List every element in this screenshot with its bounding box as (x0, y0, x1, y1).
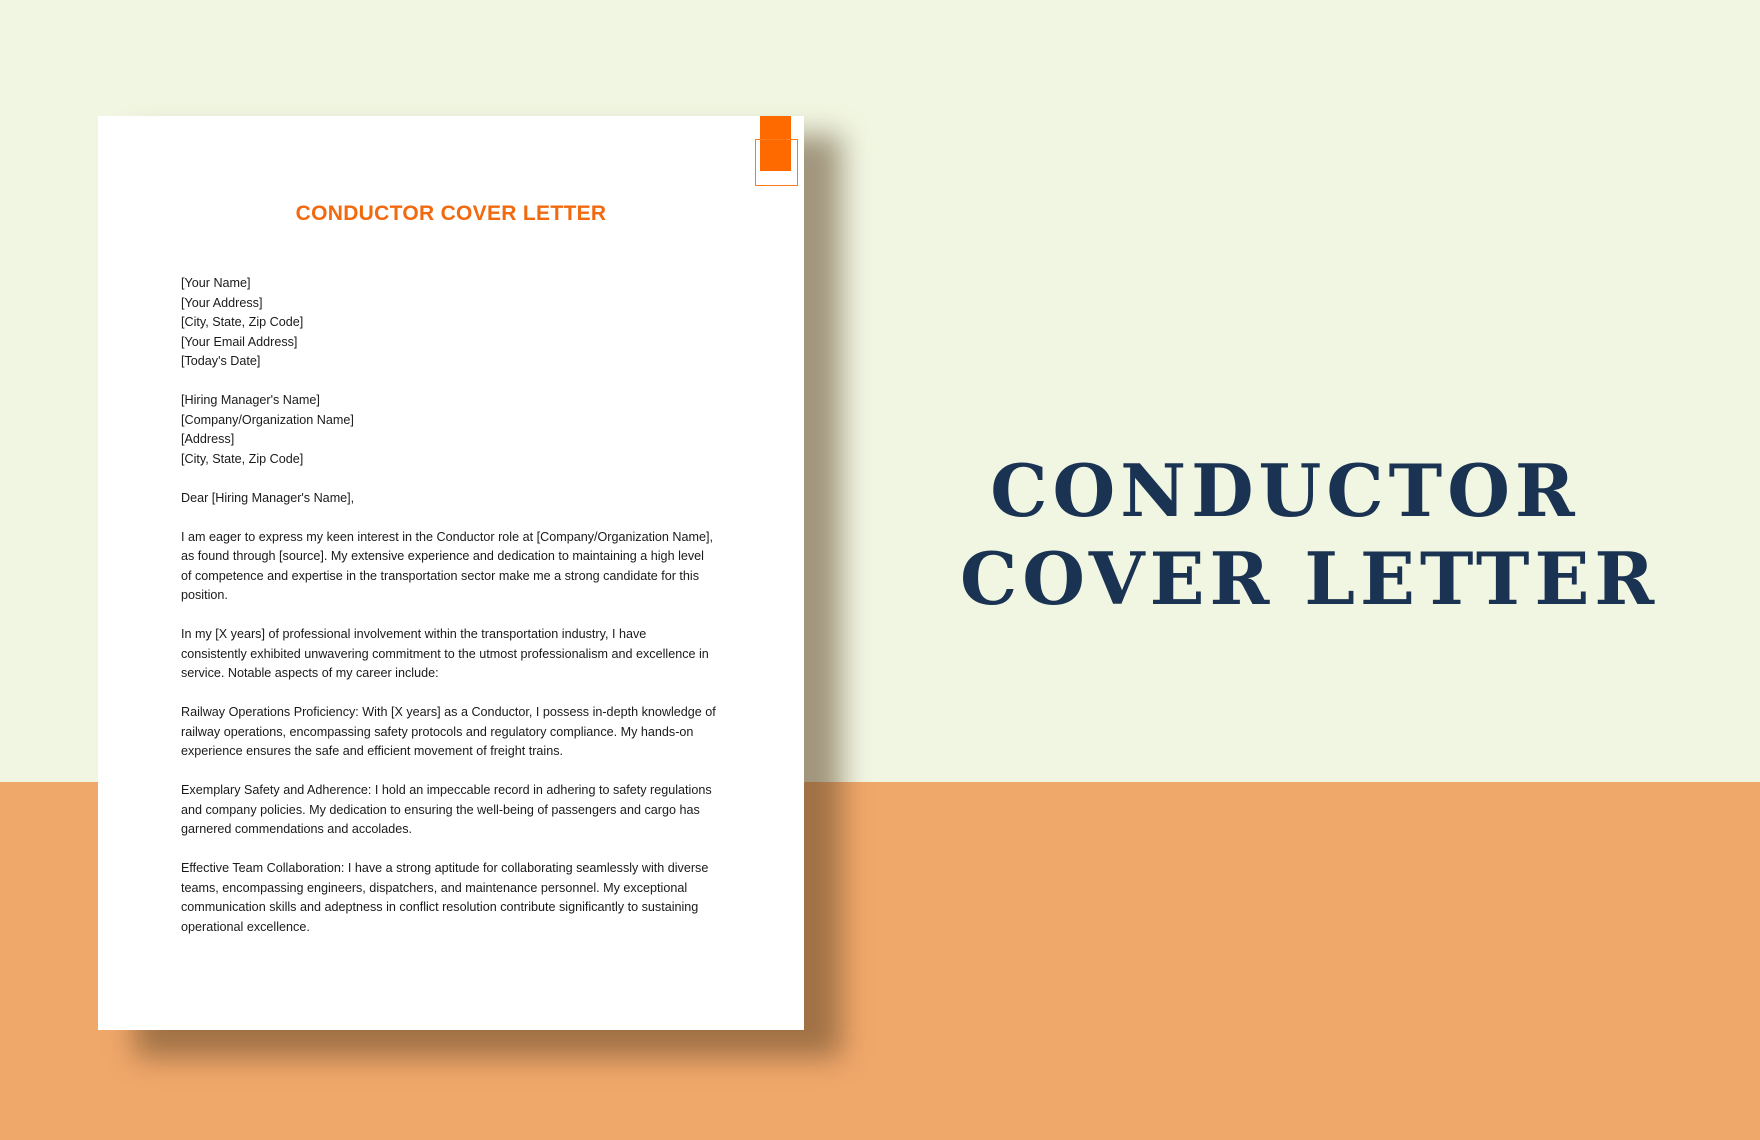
paragraph-line: and company policies. My dedication to ensuring the well-being of passengers and cargo has (181, 802, 700, 817)
paragraph-line: experience ensures the safe and efficient movement of freight trains. (181, 744, 563, 758)
salutation-block (181, 489, 741, 509)
sender-line: [Your Address] (181, 295, 263, 310)
recipient-block (181, 391, 741, 469)
sender-line: [City, State, Zip Code] (181, 315, 304, 329)
paragraph-team-collaboration (181, 859, 741, 937)
sender-line: [Your Name] (181, 276, 251, 290)
letter-body (181, 274, 741, 937)
paragraph-line: communication skills and adeptness in conflict resolution contribute significantly to sustaining (181, 900, 699, 914)
paragraph-railway-operations (181, 703, 741, 762)
recipient-line: [Company/Organization Name] (181, 412, 354, 427)
paragraph-line: position. (181, 588, 228, 602)
paragraph-safety (181, 781, 741, 840)
recipient-line: [Address] (181, 432, 235, 446)
salutation: Dear [Hiring Manager's Name], (181, 490, 355, 505)
paragraph-line: Railway Operations Proficiency: With [X years] as a Conductor, I possess in-depth knowledge of (181, 705, 716, 719)
paragraph-line: garnered commendations and accolades. (181, 822, 413, 836)
sender-line: [Your Email Address] (181, 334, 298, 349)
sender-line: [Today's Date] (181, 354, 261, 368)
hero-title-line-2: COVER LETTER (960, 536, 1660, 621)
hero-title (960, 447, 1660, 623)
paragraph-line: service. Notable aspects of my career include: (181, 666, 439, 680)
paragraph-line: consistently exhibited unwavering commitment to the utmost professionalism and excellence in (181, 646, 709, 661)
paragraph-line: as found through [source]. My extensive experience and dedication to maintaining a high level (181, 549, 704, 563)
paragraph-line: operational excellence. (181, 919, 310, 934)
hero-title-line-1: CONDUCTOR (990, 448, 1580, 533)
document-page (98, 116, 804, 1030)
paragraph-experience (181, 625, 741, 684)
paragraph-line: teams, encompassing engineers, dispatchers, and maintenance personnel. My exceptional (181, 880, 688, 895)
document-title: CONDUCTOR COVER LETTER (295, 202, 607, 225)
paragraph-line: Effective Team Collaboration: I have a strong aptitude for collaborating seamlessly with diverse (181, 861, 709, 875)
paragraph-line: I am eager to express my keen interest in the Conductor role at [Company/Organization Name], (181, 529, 713, 544)
sender-block (181, 274, 741, 372)
paragraph-intro (181, 528, 741, 606)
bookmark-tab-outline (755, 139, 798, 186)
recipient-line: [City, State, Zip Code] (181, 451, 304, 466)
paragraph-line: Exemplary Safety and Adherence: I hold an impeccable record in adhering to safety regulations (181, 783, 712, 797)
recipient-line: [Hiring Manager's Name] (181, 393, 320, 407)
paragraph-line: railway operations, encompassing safety protocols and regulatory compliance. My hands-on (181, 724, 694, 739)
paragraph-line: In my [X years] of professional involvement within the transportation industry, I have (181, 627, 647, 641)
paragraph-line: of competence and expertise in the transportation sector make me a strong candidate for this (181, 568, 700, 583)
